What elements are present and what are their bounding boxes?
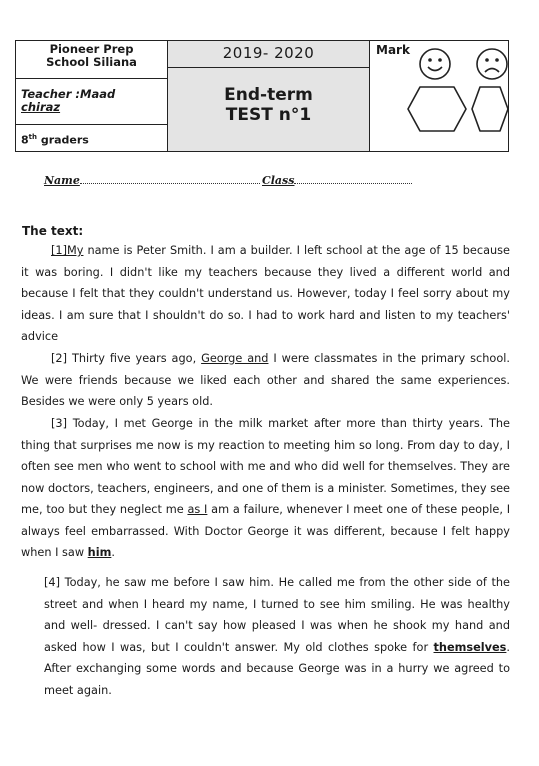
test-title-line2: TEST n°1: [225, 105, 312, 125]
class-dotted-line: [294, 174, 412, 184]
teacher-first-name: chiraz: [21, 100, 61, 114]
name-label: Name: [44, 174, 80, 187]
header-table: [15, 40, 509, 152]
grade-level: [21, 133, 89, 147]
test-info-column: [168, 41, 370, 151]
happy-face-icon: [418, 47, 452, 81]
paragraph-text: am a failure, whenever I meet one of these people, I always feel embarrassed. With Doctor George it was different, because I felt happy when I saw: [21, 503, 511, 559]
sad-face-icon: [475, 47, 509, 81]
paragraph-number: [3]: [51, 417, 68, 430]
paragraph-text: Thirty five years ago,: [71, 352, 202, 365]
underlined-word: as I: [187, 503, 208, 516]
student-class-field[interactable]: [262, 174, 412, 187]
paragraph-text: I were classmates in the primary school. We were friends because we liked each other and shared the same experiences. Besides we were only 5 years old.: [21, 352, 510, 408]
happy-score-box: [406, 85, 468, 133]
paragraph-text: Today, he saw me before I saw him. He called me from the other side of the street and when I heard my name, I turned to see him smiling. He was healthy and well- dressed. I can't say how pleased I was when he shook my hand and asked how I was, but I couldn't answer. My old clothes spoke for: [44, 576, 511, 654]
paragraph-4: [44, 572, 510, 701]
teacher-prefix: Teacher :Maad: [21, 87, 116, 101]
teacher-name: [21, 88, 115, 114]
school-year: 2019- 2020: [222, 44, 315, 62]
paragraph-text: .: [111, 546, 115, 559]
paragraph-2: [21, 348, 510, 413]
student-name-field[interactable]: [44, 174, 260, 187]
sad-score-box: [470, 85, 510, 133]
underlined-word: George and: [201, 352, 269, 365]
school-name-line1: Pioneer Prep: [49, 42, 134, 56]
grade-label: graders: [37, 133, 89, 147]
bold-underlined-word: him: [87, 546, 112, 559]
paragraph-1: [21, 240, 510, 348]
class-label: Class: [262, 174, 295, 187]
divider: [16, 124, 167, 125]
test-title: [168, 85, 369, 125]
name-dotted-line: [80, 174, 260, 184]
paragraph-3: [21, 413, 510, 564]
bold-underlined-word: themselves: [433, 640, 507, 654]
text-heading: The text:: [22, 224, 84, 238]
school-info-column: [16, 41, 168, 151]
paragraph-number: [2]: [51, 352, 68, 365]
paragraph-number: [4]: [44, 576, 61, 589]
divider: [16, 78, 167, 79]
paragraph-text: . After exchanging some words and because George was in a hurry we agreed to meet again.: [44, 640, 510, 697]
grade-number: 8: [21, 133, 29, 147]
paragraph-text: name is Peter Smith. I am a builder. I left school at the age of 15 because it was boring. I didn't like my teachers because they lived a different world and because I felt that they couldn't understand us. However, today I feel sorry about my ideas. I am sure that I shouldn't do so. I had to work hard and listen to my teachers' advice: [21, 244, 510, 343]
test-title-line1: End-term: [224, 85, 313, 105]
paragraph-number: [1]: [51, 244, 68, 257]
school-name: [16, 43, 167, 69]
paragraph-text: Today, I met George in the milk market after more than thirty years. The thing that surprises me now is my reaction to meeting him so long. From day to day, I often see men who went to school with me and who did well for themselves. They are now doctors, teachers, engineers, and one of them is a minister. Sometimes, they see me, too but they neglect me: [21, 417, 511, 516]
school-name-line2: School Siliana: [46, 55, 137, 69]
grade-suffix: th: [28, 133, 37, 141]
mark-label: Mark: [376, 43, 410, 57]
underlined-word: My: [67, 244, 84, 257]
divider: [168, 67, 369, 68]
mark-column: [370, 41, 508, 151]
